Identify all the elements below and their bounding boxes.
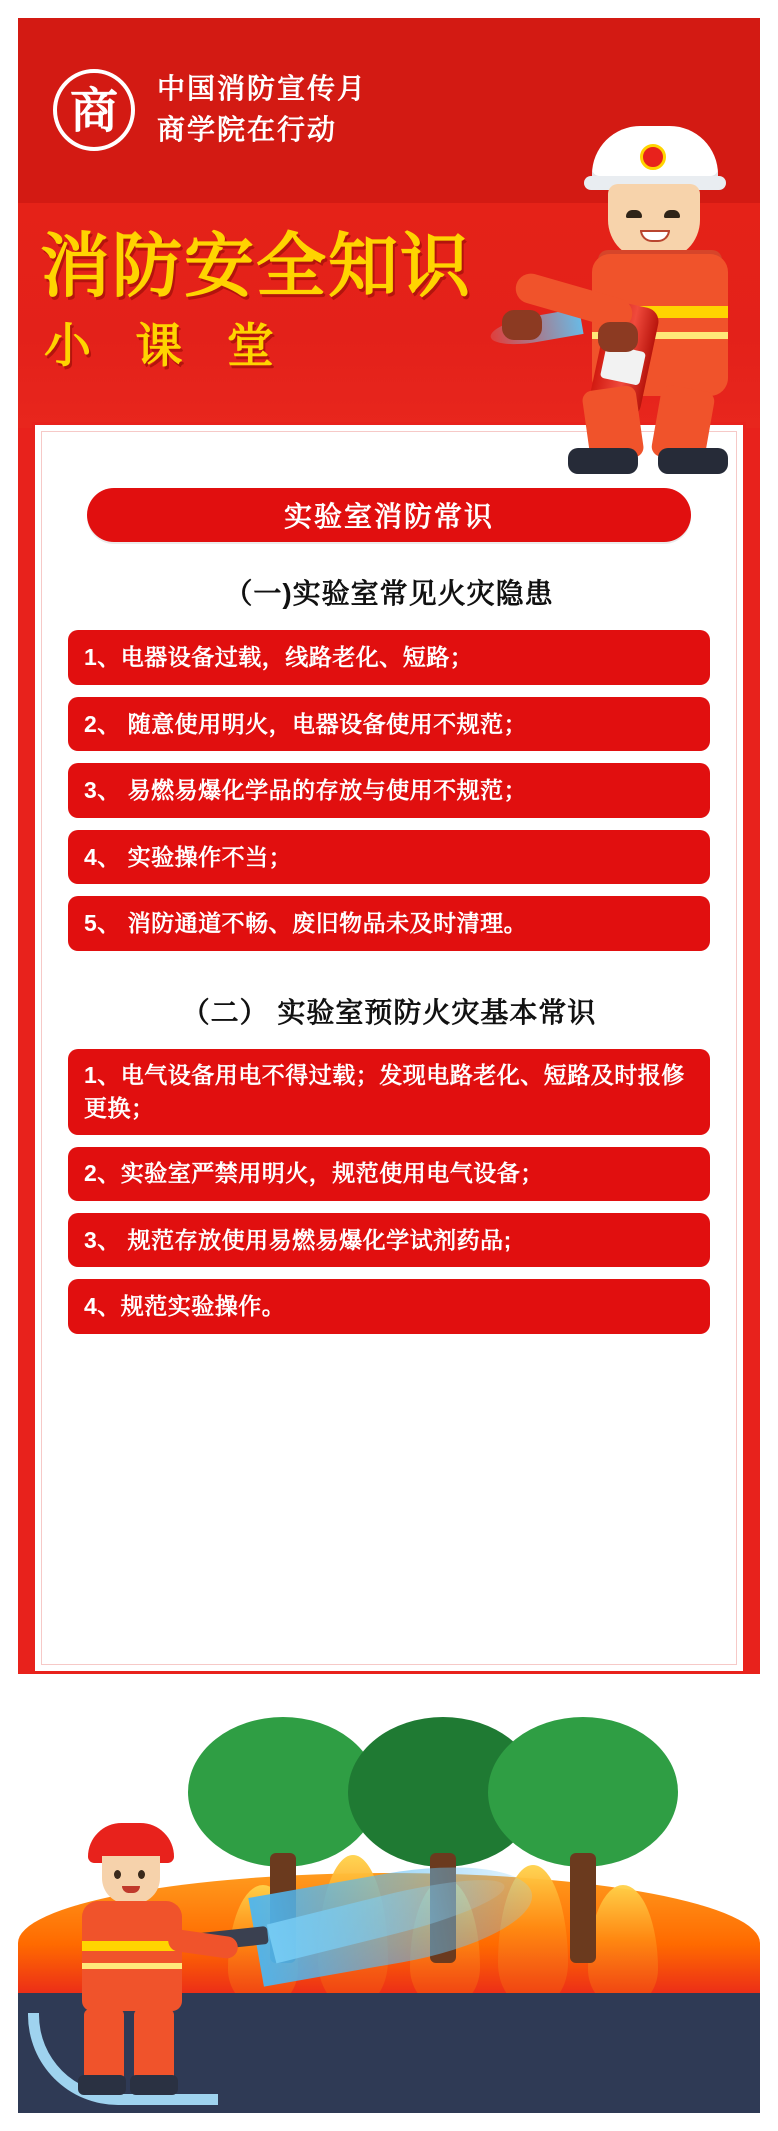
content-card (32, 422, 746, 1674)
list-item: 2、 随意使用明火，电器设备使用不规范； (68, 697, 710, 752)
list-item: 3、 规范存放使用易燃易爆化学试剂药品; (68, 1213, 710, 1268)
content-card-inner (41, 431, 737, 1665)
boot-right (658, 448, 728, 474)
tree (488, 1717, 678, 1963)
page-subtitle: 小 课 堂 (44, 319, 288, 374)
leg-right (134, 2009, 174, 2081)
leg-left (84, 2009, 124, 2081)
boot-right (130, 2075, 178, 2095)
tree-trunk (570, 1853, 596, 1963)
tree-crown (488, 1717, 678, 1867)
eye-left (114, 1870, 121, 1879)
face (608, 184, 700, 260)
boot-left (568, 448, 638, 474)
firefighter-with-extinguisher-illustration (480, 126, 750, 486)
org-text (157, 69, 367, 150)
org-line-2: 商学院在行动 (157, 114, 338, 145)
glove-right (598, 322, 638, 352)
list-item: 3、 易燃易爆化学品的存放与使用不规范； (68, 763, 710, 818)
eye-left (626, 210, 642, 218)
list-item: 2、实验室严禁用明火，规范使用电气设备； (68, 1147, 710, 1200)
eye-right (138, 1870, 145, 1879)
firefighter-with-hose-illustration (58, 1823, 208, 2093)
list-item: 1、电器设备过载，线路老化、短路； (68, 630, 710, 685)
helmet-badge-icon (640, 144, 666, 170)
reflective-stripe (82, 1941, 182, 1951)
uniform-torso (82, 1901, 182, 2011)
section-2-title: （二） 实验室预防火灾基本常识 (181, 996, 597, 1028)
seal-glyph: 商 (69, 83, 118, 139)
boot-left (78, 2075, 126, 2095)
section-1-list (68, 630, 710, 951)
mouth (640, 230, 670, 242)
face (102, 1856, 160, 1904)
list-item: 5、 消防通道不畅、废旧物品未及时清理。 (68, 896, 710, 951)
mouth (122, 1886, 140, 1893)
list-item: 1、电气设备用电不得过载；发现电路老化、短路及时报修更换； (68, 1049, 710, 1136)
eye-right (664, 210, 680, 218)
list-item: 4、 实验操作不当； (68, 830, 710, 885)
section-1-title: （一)实验室常见火灾隐患 (224, 578, 554, 609)
section-2-list (68, 1049, 710, 1334)
list-item: 4、规范实验操作。 (68, 1279, 710, 1334)
bottom-illustration (18, 1674, 760, 2113)
reflective-stripe-secondary (82, 1963, 182, 1969)
school-seal-icon (53, 69, 135, 151)
brand-lockup (53, 69, 367, 151)
glove-left (502, 310, 542, 340)
org-line-1: 中国消防宣传月 (157, 73, 368, 105)
poster-frame (18, 18, 760, 2113)
page-title: 消防安全知识 (40, 225, 472, 307)
card-heading: 实验室消防常识 (87, 488, 691, 542)
